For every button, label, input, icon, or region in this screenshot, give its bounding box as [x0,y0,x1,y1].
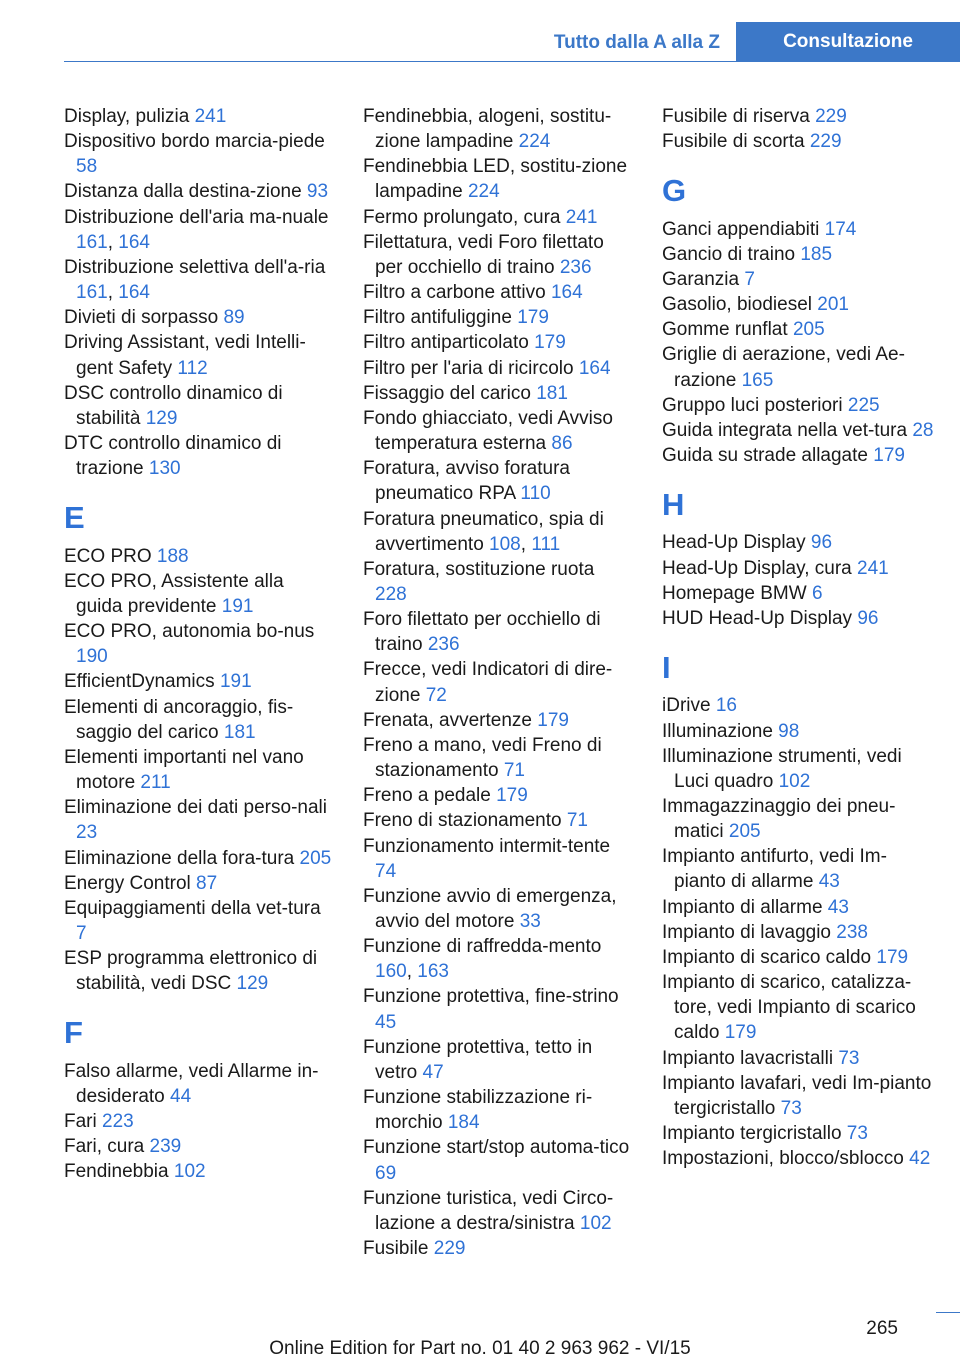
index-entry [662,945,938,970]
index-entry-term: Foratura, sostituzione ruota [363,558,595,580]
index-page-link[interactable]: 179 [517,307,549,329]
index-entry [64,896,332,946]
index-page-link[interactable]: 181 [536,382,568,404]
index-page-link[interactable]: 7 [744,268,755,290]
index-entry-term: Fondo ghiacciato, vedi Avviso temperatura esterna [363,407,613,455]
index-page-link[interactable]: 229 [809,131,842,153]
index-entry [662,920,938,945]
index-entry-term: iDrive [662,695,716,717]
index-entry-term: Fusibile di scorta [662,131,810,153]
index-entry [662,418,938,443]
index-entry: Distribuzione selettiva dell'a-ria 161, 164 [64,256,326,304]
index-entry [662,606,938,631]
index-entry-term: ECO PRO, Assistente alla guida previdente [64,570,284,617]
index-entry-term: Fendinebbia, alogeni, sostitu-zione lampadine [363,106,612,153]
section-title: Tutto dalla A alla Z [553,32,720,53]
index-page-link[interactable]: 6 [811,582,823,604]
page-number: 265 [866,1318,898,1339]
index-entry-term: EfficientDynamics [64,671,220,693]
index-page-link[interactable]: 160 [375,961,407,983]
index-entry [363,884,631,934]
index-entry-term: Foratura, avviso foratura pneumatico RPA [363,458,570,505]
index-entry [64,1134,332,1159]
index-page-link[interactable]: 205 [728,821,761,843]
index-page-link[interactable]: 23 [76,822,98,844]
index-entry-term: Fari, cura [64,1136,150,1158]
index-page-link[interactable]: 44 [170,1085,192,1107]
index-page-link[interactable]: 129 [236,973,269,995]
index-entry-term: Funzione protettiva, tetto in vetro [363,1036,593,1083]
edition-footer: Online Edition for Part no. 01 40 2 963 962 - VI/15 [269,1338,691,1359]
index-entry [363,607,631,657]
index-page-link[interactable]: 110 [520,483,551,505]
index-page-link[interactable]: 130 [148,458,181,480]
index-page-link[interactable]: 71 [566,810,588,832]
index-entry-term: Filtro antifuliggine [363,307,518,329]
index-entry: Funzione di raffredda-mento 160, 163 [363,936,602,983]
index-entry: Foratura pneumatico, spia di avvertimento 108, 111 [363,508,604,555]
index-entry [662,1146,938,1171]
index-entry [64,179,332,204]
index-entry [363,1085,631,1135]
index-entry-term: Gomme runflat [662,319,793,341]
index-entry [363,557,631,607]
index-entry [363,381,631,406]
index-page-link[interactable]: 108 [489,533,521,555]
index-page-link[interactable]: 69 [375,1162,397,1184]
index-entry [662,556,938,581]
index-entry [363,1236,631,1261]
index-entry-term: Funzione protettiva, fine-strino [363,986,619,1008]
index-entry [662,719,938,744]
index-entry-term: Divieti di sorpasso [64,307,224,329]
index-entry-term: ESP programma elettronico di stabilità, vedi DSC [64,948,318,995]
index-entry-term: DSC controllo dinamico di stabilità [64,382,283,429]
index-page-link[interactable]: 111 [531,533,561,555]
index-letter-heading: I [662,650,671,686]
index-page-link[interactable]: 164 [118,282,150,304]
index-entry [64,305,332,330]
index-entry-term: Distribuzione selettiva dell'a-ria [64,256,326,278]
index-entry-term: Impianto di lavaggio [662,921,837,943]
index-entry [662,317,938,342]
index-entry-term: Elementi importanti nel vano motore [64,746,304,794]
index-page-link[interactable]: 241 [857,557,889,579]
index-page-link[interactable]: 179 [496,785,528,807]
index-entry-term: Fissaggio del carico [363,382,537,404]
index-column-1 [64,104,332,1185]
chapter-tab: Consultazione [736,22,960,62]
index-letter-heading: H [662,487,685,523]
index-entry [363,154,631,204]
index-entry [662,693,938,718]
index-page-link[interactable]: 163 [417,961,449,983]
index-entry [64,104,332,129]
index-entry [64,745,332,795]
index-page-link[interactable]: 47 [422,1061,444,1083]
index-entry [662,1121,938,1146]
index-entry-term: Fari [64,1111,102,1133]
index-entry [662,292,938,317]
index-page-link[interactable]: 191 [219,671,252,693]
index-page-link[interactable]: 96 [857,607,879,629]
index-entry-term: Head-Up Display, cura [662,557,858,579]
index-entry [363,280,631,305]
index-page-link[interactable]: 165 [741,369,774,391]
index-entry-term: Freno a mano, vedi Freno di stazionamento [363,734,602,782]
index-entry [662,342,938,392]
index-entry-term: Ganci appendiabiti [662,218,825,240]
index-entry-term: Fusibile di riserva [662,106,816,127]
index-column-3 [662,104,938,1171]
index-entry [363,1035,631,1085]
index-letter-heading: F [64,1015,83,1051]
index-entry [662,242,938,267]
index-entry [363,104,631,154]
index-page-link[interactable]: 224 [518,131,551,153]
index-page-link[interactable]: 98 [778,720,800,742]
index-entry-term: Impianto antifurto, vedi Im-pianto di allarme [662,846,887,893]
index-page-link[interactable]: 181 [223,721,256,743]
index-page-link[interactable]: 191 [221,595,254,617]
index-page-link[interactable]: 238 [836,921,868,943]
index-entry-term: Funzione stabilizzazione ri-morchio [363,1087,593,1134]
index-entry-term: Illuminazione [662,720,779,742]
index-page-link[interactable]: 241 [194,106,227,127]
index-page-link[interactable]: 102 [778,770,811,792]
index-entry [64,1059,332,1109]
index-entry-term: Guida su strade allagate [662,445,874,467]
index-page-link[interactable]: 73 [780,1097,802,1119]
index-entry-term: Driving Assistant, vedi Intelli-gent Safety [64,332,306,379]
index-entry [662,794,938,844]
index-entry-term: Impianto lavafari, vedi Im-pianto tergicristallo [662,1072,932,1119]
index-entry [363,205,631,230]
index-page-link[interactable]: 188 [156,545,189,567]
index-entry-term: Impianto di allarme [662,896,828,918]
index-entry-term: ECO PRO, autonomia bo-nus [64,621,315,643]
index-entry-term: Equipaggiamenti della vet-tura [64,897,321,919]
index-entry [662,744,938,794]
index-letter-heading: G [662,173,687,209]
index-entry [363,356,631,381]
index-entry [363,230,631,280]
index-page-link[interactable]: 72 [425,684,447,706]
index-entry-term: HUD Head-Up Display [662,607,858,629]
index-page-link[interactable]: 16 [715,695,737,717]
index-entry [662,895,938,920]
index-entry-term: Filtro a carbone attivo [363,282,551,304]
index-entry-term: Impianto di scarico, catalizza-tore, vedi Impianto di scarico caldo [662,972,916,1044]
index-entry [363,834,631,884]
index-entry-term: Energy Control [64,872,197,894]
index-entry-term: Filettatura, vedi Foro filettato per occhiello di traino [363,231,604,278]
index-page-link[interactable]: 7 [76,922,87,944]
index-page-link[interactable]: 161 [76,282,108,304]
index-entry [662,393,938,418]
index-entry [363,456,631,506]
index-page-link[interactable]: 58 [76,156,98,178]
index-entry-term: Impianto di scarico caldo [662,946,877,968]
index-entry-term: Head-Up Display [662,532,811,554]
index-page-link[interactable]: 33 [519,911,541,932]
index-entry [363,330,631,355]
index-entry [363,783,631,808]
index-entry [662,443,938,468]
index-entry [363,1186,631,1236]
index-entry [64,129,332,179]
index-entry [363,1135,631,1185]
index-entry [662,1046,938,1071]
index-page-link[interactable]: 164 [578,357,611,379]
index-page-link[interactable]: 190 [76,646,108,668]
index-page-link[interactable]: 239 [149,1136,182,1158]
index-entry-term: ECO PRO [64,545,157,567]
index-entry-term: Falso allarme, vedi Allarme in-desiderato [64,1060,319,1107]
index-page-link[interactable]: 205 [299,847,332,869]
index-entry-term: Foratura pneumatico, spia di avvertimento [363,508,604,555]
index-entry-term: Funzione avvio di emergenza, avvio del motore [363,885,617,932]
index-entry-term: Freno di stazionamento [363,810,567,832]
index-page-link[interactable]: 223 [102,1111,134,1133]
index-entry [64,381,332,431]
index-entry-term: Homepage BMW [662,582,812,604]
index-entry-term: Impianto lavacristalli [662,1047,839,1069]
index-page-link[interactable]: 179 [873,445,905,467]
index-entry-term: Griglie di aerazione, vedi Ae-razione [662,344,905,391]
index-entry-term: Funzione start/stop automa-tico [363,1137,630,1159]
index-page-link[interactable]: 174 [824,218,857,240]
index-entry-term: Freno a pedale [363,785,497,807]
index-page-link[interactable]: 43 [827,896,849,918]
index-entry-term: Fendinebbia LED, sostitu-zione lampadine [363,156,628,203]
index-page-link[interactable]: 28 [912,419,934,441]
index-entry-term: DTC controllo dinamico di trazione [64,433,282,480]
index-entry-term: Gruppo luci posteriori [662,394,848,416]
index-page-link[interactable]: 74 [375,860,397,882]
index-entry [64,1159,332,1184]
index-entry [64,330,332,380]
index-entry [662,129,938,154]
index-entry-term: Filtro antiparticolato [363,332,535,354]
index-entry: Distribuzione dell'aria ma-nuale 161, 164 [64,206,329,253]
index-page-link[interactable]: 185 [800,243,833,265]
index-entry [662,581,938,606]
index-page-link[interactable]: 102 [173,1161,206,1183]
index-entry-term: Distribuzione dell'aria ma-nuale [64,206,329,228]
index-entry [363,733,631,783]
index-entry-term: Fendinebbia [64,1161,174,1183]
index-letter-heading: E [64,500,85,536]
index-page-link[interactable]: 102 [579,1212,612,1234]
index-entry [64,846,332,871]
index-entry-term: Distanza dalla destina-zione [64,181,307,203]
index-page-link[interactable]: 43 [818,871,840,893]
index-page-link[interactable]: 96 [810,532,833,554]
index-entry [662,530,938,555]
index-page-link[interactable]: 241 [565,206,598,228]
index-entry [64,795,332,845]
index-entry-term: Funzione turistica, vedi Circo-lazione a destra/sinistra [363,1187,614,1234]
index-entry [662,1071,938,1121]
index-entry-term: Immagazzinaggio dei pneu-matici [662,796,896,843]
index-entry [662,267,938,292]
index-page-link[interactable]: 211 [140,772,171,794]
index-entry [64,1109,332,1134]
index-entry-term: Fermo prolungato, cura [363,206,566,228]
footer-rule [936,1312,960,1313]
index-page-link[interactable]: 42 [909,1148,931,1170]
index-entry-term: Funzione di raffredda-mento [363,936,602,958]
index-page-link[interactable]: 89 [223,307,245,329]
index-entry-term: Guida integrata nella vet-tura [662,419,913,441]
index-page-link[interactable]: 112 [177,357,208,379]
index-entry [64,619,332,669]
index-entry-term: Gasolio, biodiesel [662,294,818,316]
index-page-link[interactable]: 225 [847,394,880,416]
index-page-link[interactable]: 179 [534,332,566,354]
index-page-link[interactable]: 73 [846,1123,868,1145]
index-entry-term: Impianto tergicristallo [662,1123,847,1145]
index-entry-term: Display, pulizia [64,106,195,127]
index-entry [64,544,332,569]
index-entry-term: Garanzia [662,268,745,290]
index-entry [363,808,631,833]
index-entry-term: Dispositivo bordo marcia-piede [64,131,325,153]
index-page-link[interactable]: 71 [503,760,525,782]
index-entry-term: Frenata, avvertenze [363,709,538,731]
index-entry-term: Funzionamento intermit-tente [363,835,611,857]
index-page-link[interactable]: 73 [838,1047,860,1069]
index-entry-term: Frecce, vedi Indicatori di dire-zione [363,659,613,706]
index-page-link[interactable]: 229 [433,1238,466,1260]
index-entry-term: Fusibile [363,1238,434,1260]
index-entry-term: Eliminazione dei dati perso-nali [64,797,327,819]
index-entry [64,871,332,896]
index-page-link[interactable]: 164 [118,231,150,253]
index-page-link[interactable]: 224 [467,181,500,203]
index-entry [363,305,631,330]
index-page-link[interactable]: 87 [196,872,218,894]
index-page-link[interactable]: 93 [306,181,329,203]
index-page-link[interactable]: 179 [724,1022,757,1044]
index-page-link[interactable]: 129 [145,407,178,429]
index-entry [64,946,332,996]
index-entry-term: Elementi di ancoraggio, fis-saggio del carico [64,696,294,743]
index-entry-term: Eliminazione della fora-tura [64,847,300,869]
index-entry [662,970,938,1045]
index-column-2 [363,104,631,1261]
index-entry [64,669,332,694]
index-entry [662,104,938,129]
index-page-link[interactable]: 179 [876,946,909,968]
index-page-link[interactable]: 179 [537,709,569,731]
index-page-link[interactable]: 236 [559,256,592,278]
index-entry [363,657,631,707]
index-page-link[interactable]: 161 [76,231,108,253]
index-entry [363,708,631,733]
index-entry [64,695,332,745]
index-entry-term: Gancio di traino [662,243,801,265]
index-page-link[interactable]: 86 [551,433,573,455]
index-page-link[interactable]: 45 [375,1011,397,1033]
index-page-link[interactable]: 229 [815,106,847,127]
index-page-link[interactable]: 228 [375,583,407,605]
index-entry [662,217,938,242]
index-entry-term: Illuminazione strumenti, vedi Luci quadro [662,745,902,792]
index-page-link[interactable]: 201 [817,294,849,316]
index-entry [363,406,631,456]
index-entry [64,569,332,619]
index-entry [662,844,938,894]
index-entry-term: Impostazioni, blocco/sblocco [662,1148,910,1170]
index-page-link[interactable]: 236 [427,634,460,656]
index-page-link[interactable]: 164 [550,282,583,304]
index-entry [64,431,332,481]
index-page-link[interactable]: 205 [792,319,825,341]
index-entry-term: Filtro per l'aria di ricircolo [363,357,579,379]
index-entry [363,984,631,1034]
index-page-link[interactable]: 184 [447,1112,480,1134]
index-entry-term: Foro filettato per occhiello di traino [363,609,601,656]
